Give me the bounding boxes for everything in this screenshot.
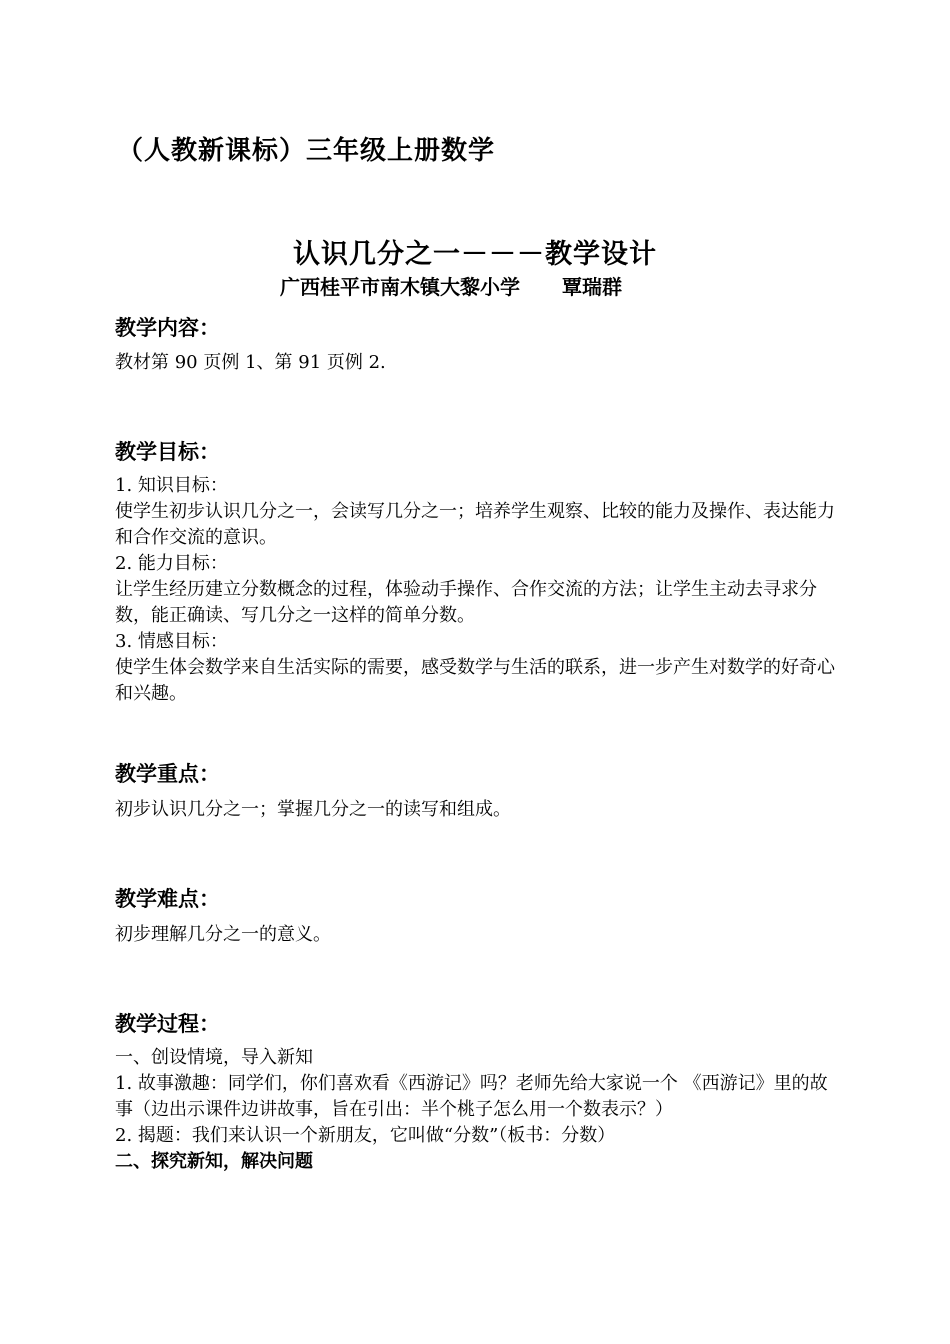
difficulty-text: 初步理解几分之一的意义。	[115, 924, 331, 945]
goal-knowledge-label: 1. 知识目标：	[115, 475, 228, 496]
key-point-heading: 教学重点：	[115, 762, 220, 786]
difficulty-heading: 教学难点：	[115, 887, 220, 911]
goal-ability-text: 让学生经历建立分数概念的过程，体验动手操作、合作交流的方法；让学生主动去寻求分数，能正确读、写几分之一这样的简单分数。	[115, 579, 817, 626]
author-name: 覃瑞群	[562, 275, 622, 299]
goal-ability-label: 2. 能力目标：	[115, 553, 228, 574]
process-heading: 教学过程：	[115, 1012, 220, 1036]
key-point-text: 初步认识几分之一；掌握几分之一的读写和组成。	[115, 799, 511, 820]
goals-list	[115, 473, 843, 707]
content-text: 教材第 90 页例 1、第 91 页例 2.	[115, 352, 386, 373]
process-part-1: 一、创设情境，导入新知	[115, 1047, 313, 1068]
goal-emotion-label: 3. 情感目标：	[115, 631, 228, 652]
goal-knowledge-text: 使学生初步认识几分之一，会读写几分之一；培养学生观察、比较的能力及操作、表达能力和合作交流的意识。	[115, 501, 835, 548]
content-heading: 教学内容：	[115, 316, 220, 340]
process-part-2: 二、探究新知，解决问题	[115, 1151, 313, 1172]
process-step-1: 1. 故事激趣：同学们，你们喜欢看《西游记》吗？老师先给大家说一个 《西游记》里的故事（边出示课件边讲故事，旨在引出：半个桃子怎么用一个数表示？）	[115, 1073, 828, 1120]
goal-emotion-text: 使学生体会数学来自生活实际的需要，感受数学与生活的联系，进一步产生对数学的好奇心和兴趣。	[115, 657, 835, 704]
series-title: （人教新课标）三年级上册数学	[117, 136, 496, 166]
school-name: 广西桂平市南木镇大黎小学	[280, 275, 520, 299]
author-line	[280, 271, 622, 300]
goals-heading: 教学目标：	[115, 440, 220, 464]
process-list	[115, 1045, 843, 1175]
document-title: 认识几分之一－－－教学设计	[293, 239, 657, 270]
process-step-2: 2. 揭题：我们来认识一个新朋友，它叫做“分数”（板书：分数）	[115, 1125, 616, 1146]
